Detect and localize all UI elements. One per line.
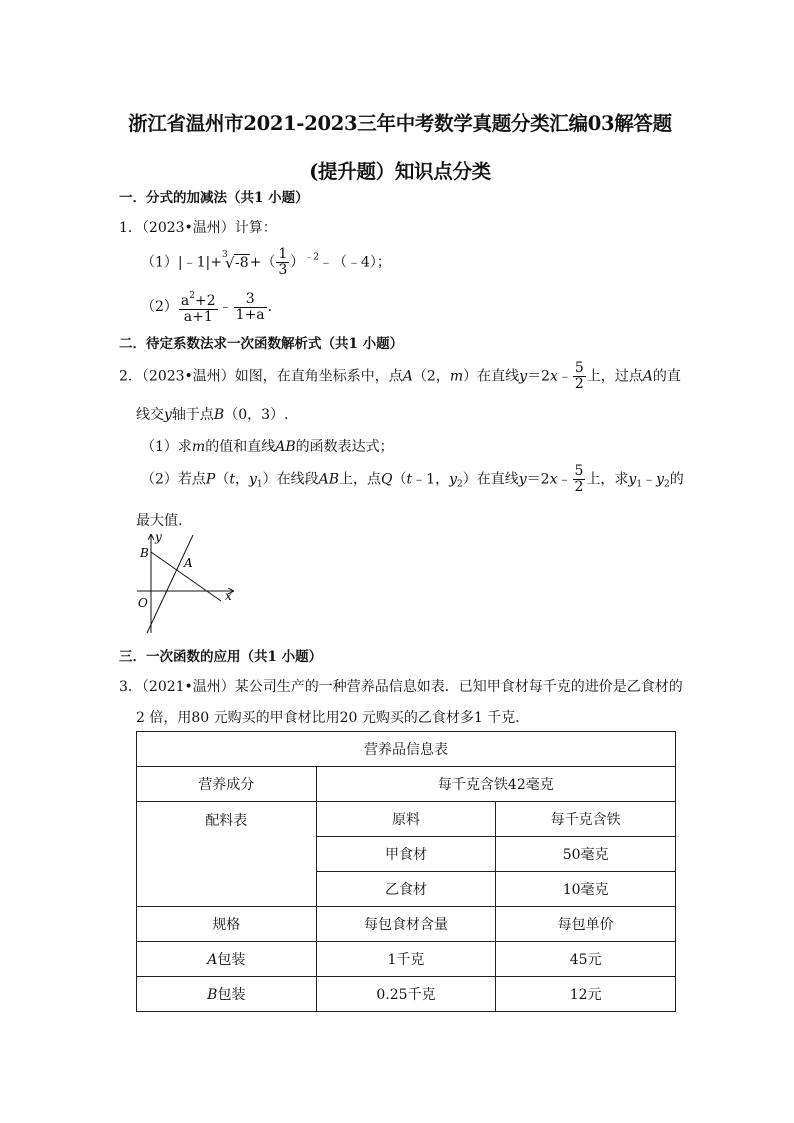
- section-heading-3: 三．一次函数的应用（共1 小题）: [119, 649, 323, 665]
- table-row: [137, 767, 676, 802]
- line-y-2x-minus-5-2: [147, 535, 193, 633]
- section-heading-1: 一．分式的加减法（共1 小题）: [119, 190, 309, 206]
- label-B: B: [140, 546, 149, 560]
- q1-part1: （1）|﹣1|+ 3 √ -8+（ $\frac{1}{3}$ ）$^{﹣2}$﹣（﹣4）；: [141, 246, 391, 278]
- spec-label: 规格: [137, 907, 317, 942]
- fraction-3-over-1-plus-a: $\frac{3}{1+a}$: [235, 290, 265, 323]
- recipe-iron: 50毫克: [496, 837, 676, 872]
- recipe-material: 乙食材: [316, 872, 496, 907]
- recipe-head-iron: 每千克含铁: [496, 802, 676, 837]
- package-price: 12元: [496, 977, 676, 1012]
- q2-line1: 2．（2023•温州）如图，在直角坐标系中，点A（2，m）在直线y＝2x﹣ $\frac{5}{2}$ 上，过点A的直: [119, 360, 681, 392]
- q2-line3: （1）求m的值和直线AB的函数表达式；: [141, 439, 394, 455]
- table-row: [137, 907, 676, 942]
- package-price: 45元: [496, 942, 676, 977]
- recipe-material: 甲食材: [316, 837, 496, 872]
- section-heading-2: 二．待定系数法求一次函数解析式（共1 小题）: [119, 336, 404, 352]
- table-row: [137, 977, 676, 1012]
- package-amount: 0.25千克: [316, 977, 496, 1012]
- label-A: A: [184, 556, 193, 570]
- cube-root: 3 √ -8: [221, 249, 249, 272]
- q1-header: 1．（2023•温州）计算：: [119, 220, 277, 236]
- q2-line4: （2）若点P（t，$y_1$）在线段AB上，点Q（t﹣1，$y_2$）在直线y＝2x﹣ $\frac{5}{2}$ 上，求$y_1﹣y_2$的: [141, 463, 684, 495]
- table-caption: 营养品信息表: [137, 732, 676, 767]
- q3-line1: 3．（2021•温州）某公司生产的一种营养品信息如表．已知甲食材每千克的进价是乙食材的: [119, 679, 683, 695]
- spec-head-amount: 每包食材含量: [316, 907, 496, 942]
- recipe-head-material: 原料: [316, 802, 496, 837]
- q2-line5: 最大值.: [136, 513, 183, 529]
- label-y: y: [155, 531, 162, 544]
- nutrient-label: 营养成分: [137, 767, 317, 802]
- package-name: A包装: [137, 942, 317, 977]
- recipe-iron: 10毫克: [496, 872, 676, 907]
- nutrient-value: 每千克含铁42毫克: [316, 767, 675, 802]
- fraction-one-third: $\frac{1}{3}$: [278, 246, 288, 278]
- fraction-five-halves-2: $\frac{5}{2}$: [574, 463, 584, 495]
- q1-part2: （2） $\frac{a^2+2}{a+1}$ ﹣ $\frac{3}{1+a}$ .: [141, 290, 273, 325]
- document-title: 浙江省温州市2021-2023三年中考数学真题分类汇编03解答题(提升题）知识点分类: [128, 112, 672, 183]
- table-row: [137, 942, 676, 977]
- recipe-label: 配料表: [137, 802, 317, 907]
- q2-line2: 线交y轴于点B（0，3）.: [136, 407, 289, 423]
- table-row: [137, 732, 676, 767]
- nutrition-info-table: [136, 731, 676, 1012]
- coordinate-graph: [133, 531, 243, 635]
- table-row: [137, 802, 676, 837]
- fraction-a2-plus-2: $\frac{a^2+2}{a+1}$: [180, 291, 216, 325]
- package-name: B包装: [137, 977, 317, 1012]
- spec-head-price: 每包单价: [496, 907, 676, 942]
- label-x: x: [225, 589, 232, 603]
- fraction-five-halves: $\frac{5}{2}$: [574, 360, 584, 392]
- q3-line2: 2 倍，用80 元购买的甲食材比用20 元购买的乙食材多1 千克．: [136, 710, 530, 726]
- package-amount: 1千克: [316, 942, 496, 977]
- label-O: O: [138, 596, 148, 610]
